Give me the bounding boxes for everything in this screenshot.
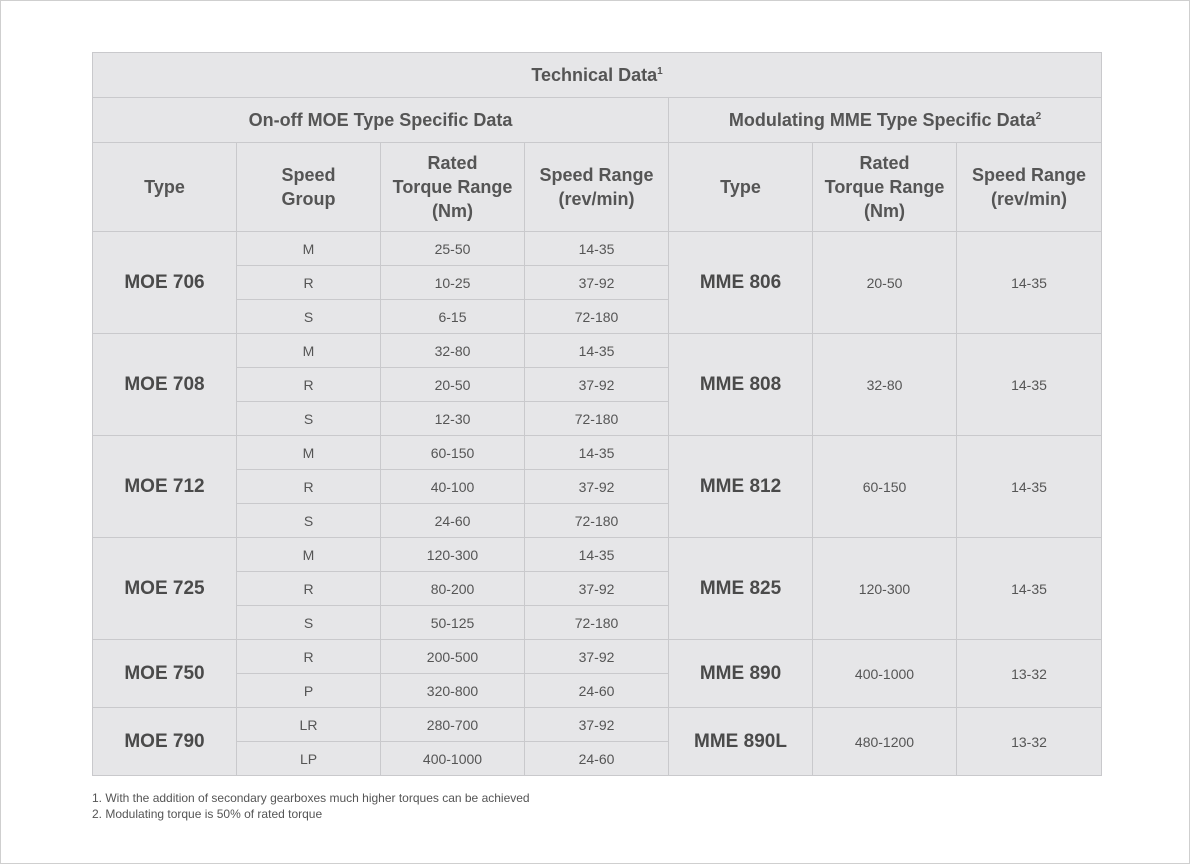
- speed-group-cell: S: [237, 402, 381, 436]
- table-title: Technical Data$^1$: [93, 53, 1102, 98]
- speed-range-cell: 37-92: [525, 708, 669, 742]
- speed-range-cell: 24-60: [525, 742, 669, 776]
- mme-speed-range-cell: 14-35: [957, 232, 1102, 334]
- speed-group-cell: R: [237, 572, 381, 606]
- speed-group-cell: P: [237, 674, 381, 708]
- mme-speed-range-cell: 14-35: [957, 436, 1102, 538]
- footnotes: [92, 790, 530, 822]
- rated-torque-cell: 400-1000: [381, 742, 525, 776]
- mme-rated-torque-cell: 480-1200: [813, 708, 957, 776]
- col-header-mme-speed-range: Speed Range (rev/min): [957, 143, 1102, 232]
- rated-torque-cell: 32-80: [381, 334, 525, 368]
- speed-group-cell: R: [237, 368, 381, 402]
- moe-type-cell: MOE 790: [93, 708, 237, 776]
- table-row: [93, 232, 1102, 266]
- mme-type-cell: MME 890: [669, 640, 813, 708]
- rated-torque-cell: 200-500: [381, 640, 525, 674]
- speed-range-cell: 72-180: [525, 504, 669, 538]
- mme-rated-torque-cell: 60-150: [813, 436, 957, 538]
- speed-range-cell: 37-92: [525, 572, 669, 606]
- moe-type-cell: MOE 712: [93, 436, 237, 538]
- speed-group-cell: M: [237, 538, 381, 572]
- col-header-moe-type: Type: [93, 143, 237, 232]
- mme-rated-torque-cell: 400-1000: [813, 640, 957, 708]
- rated-torque-cell: 80-200: [381, 572, 525, 606]
- footnote-2: 2. Modulating torque is 50% of rated torque: [92, 807, 323, 821]
- mme-type-cell: MME 808: [669, 334, 813, 436]
- table-row: [93, 334, 1102, 368]
- rated-torque-cell: 60-150: [381, 436, 525, 470]
- col-header-mme-rated-torque: Rated Torque Range (Nm): [813, 143, 957, 232]
- speed-range-cell: 14-35: [525, 232, 669, 266]
- mme-rated-torque-cell: 32-80: [813, 334, 957, 436]
- moe-type-cell: MOE 706: [93, 232, 237, 334]
- rated-torque-cell: 25-50: [381, 232, 525, 266]
- speed-range-cell: 14-35: [525, 334, 669, 368]
- speed-group-cell: R: [237, 470, 381, 504]
- mme-speed-range-cell: 14-35: [957, 538, 1102, 640]
- mme-rated-torque-cell: 120-300: [813, 538, 957, 640]
- rated-torque-cell: 24-60: [381, 504, 525, 538]
- speed-range-cell: 14-35: [525, 538, 669, 572]
- mme-speed-range-cell: 14-35: [957, 334, 1102, 436]
- rated-torque-cell: 50-125: [381, 606, 525, 640]
- speed-range-cell: 24-60: [525, 674, 669, 708]
- speed-range-cell: 37-92: [525, 470, 669, 504]
- speed-range-cell: 72-180: [525, 300, 669, 334]
- mme-speed-range-cell: 13-32: [957, 640, 1102, 708]
- rated-torque-cell: 6-15: [381, 300, 525, 334]
- mme-type-cell: MME 825: [669, 538, 813, 640]
- speed-group-cell: R: [237, 640, 381, 674]
- table-row: [93, 708, 1102, 742]
- col-header-rated-torque: Rated Torque Range (Nm): [381, 143, 525, 232]
- col-header-speed-group: Speed Group: [237, 143, 381, 232]
- speed-group-cell: S: [237, 504, 381, 538]
- rated-torque-cell: 320-800: [381, 674, 525, 708]
- footnote-1: 1. With the addition of secondary gearboxes much higher torques can be achieved: [92, 791, 530, 805]
- moe-type-cell: MOE 750: [93, 640, 237, 708]
- speed-range-cell: 37-92: [525, 368, 669, 402]
- speed-group-cell: M: [237, 334, 381, 368]
- table-row: [93, 436, 1102, 470]
- speed-range-cell: 37-92: [525, 266, 669, 300]
- mme-group-header: Modulating MME Type Specific Data$^2$: [669, 98, 1102, 143]
- rated-torque-cell: 120-300: [381, 538, 525, 572]
- mme-type-cell: MME 890L: [669, 708, 813, 776]
- speed-group-cell: S: [237, 606, 381, 640]
- rated-torque-cell: 280-700: [381, 708, 525, 742]
- speed-group-cell: M: [237, 232, 381, 266]
- speed-range-cell: 37-92: [525, 640, 669, 674]
- moe-group-header: On-off MOE Type Specific Data: [93, 98, 669, 143]
- col-header-speed-range: Speed Range (rev/min): [525, 143, 669, 232]
- mme-type-cell: MME 806: [669, 232, 813, 334]
- mme-speed-range-cell: 13-32: [957, 708, 1102, 776]
- speed-group-cell: LR: [237, 708, 381, 742]
- speed-group-cell: S: [237, 300, 381, 334]
- table-row: [93, 538, 1102, 572]
- rated-torque-cell: 40-100: [381, 470, 525, 504]
- moe-type-cell: MOE 708: [93, 334, 237, 436]
- speed-range-cell: 72-180: [525, 606, 669, 640]
- mme-type-cell: MME 812: [669, 436, 813, 538]
- rated-torque-cell: 10-25: [381, 266, 525, 300]
- table-row: [93, 640, 1102, 674]
- speed-group-cell: M: [237, 436, 381, 470]
- col-header-mme-type: Type: [669, 143, 813, 232]
- moe-type-cell: MOE 725: [93, 538, 237, 640]
- speed-range-cell: 72-180: [525, 402, 669, 436]
- rated-torque-cell: 12-30: [381, 402, 525, 436]
- speed-group-cell: R: [237, 266, 381, 300]
- rated-torque-cell: 20-50: [381, 368, 525, 402]
- speed-range-cell: 14-35: [525, 436, 669, 470]
- speed-group-cell: LP: [237, 742, 381, 776]
- mme-rated-torque-cell: 20-50: [813, 232, 957, 334]
- technical-data-table: [92, 52, 1102, 776]
